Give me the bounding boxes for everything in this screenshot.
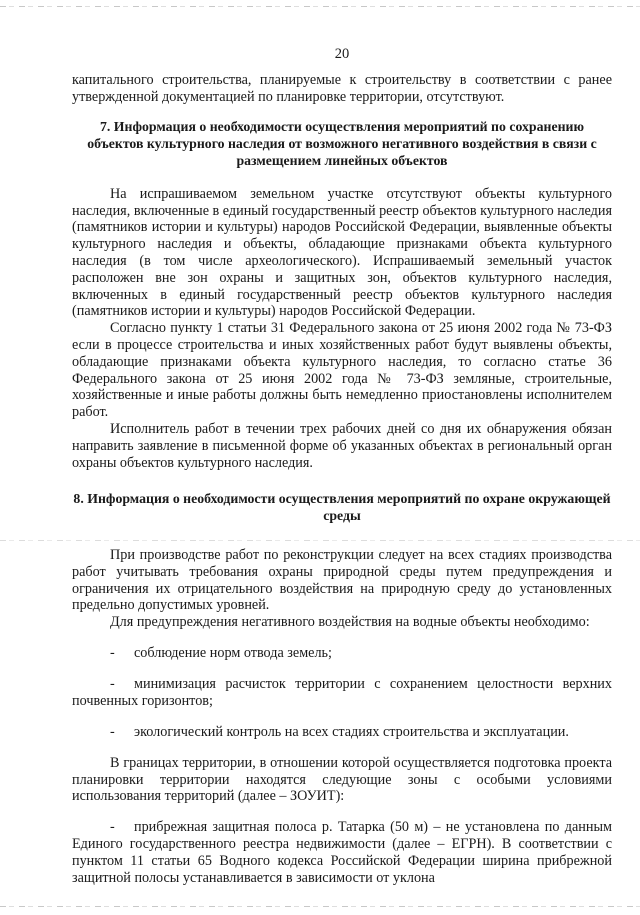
list-item-text: прибрежная защитная полоса р. Татарка (50 м) – не установлена по данным Единого государственного реестра недвижимости (далее – ЕГРН). В соответствии с пунктом 11 статьи 65 Водного кодекса Российской Федерации ширина прибрежной защитной полосы устанавливается в зависимости от уклона	[72, 819, 612, 886]
list-item-text: минимизация расчисток территории с сохранением целостности верхних почвенных горизонтов;	[72, 676, 612, 709]
section-7-paragraph-3: Исполнитель работ в течении трех рабочих дней со дня их обнаружения обязан направить заявление в письменной форме об указанных объектах в региональный орган охраны объектов культурного наследия.	[72, 420, 612, 471]
section-7-heading: 7. Информация о необходимости осуществления мероприятий по сохранению объектов культурного наследия от возможного негативного воздействия в связи с размещением линейных объектов	[87, 119, 597, 168]
paragraph-continuation: капитального строительства, планируемые к строительству в соответствии с ранее утвержденной документацией по планировке территории, отсутствуют.	[72, 71, 612, 105]
scan-artifact-top	[0, 6, 640, 7]
document-page	[72, 46, 612, 901]
list-dash: -	[110, 819, 115, 836]
list-item	[72, 819, 612, 886]
section-8-paragraph-2: Для предупреждения негативного воздействия на водные объекты необходимо:	[110, 614, 590, 631]
page-number: 20	[334, 46, 350, 62]
list-dash: -	[110, 723, 115, 740]
list-item-text: соблюдение норм отвода земель;	[134, 645, 332, 662]
list-item	[72, 645, 612, 662]
section-7-paragraph-2: Согласно пункту 1 статьи 31 Федерального закона от 25 июня 2002 года № 73-ФЗ если в процессе строительства и иных хозяйственных работ будут выявлены объекты, обладающие признаками объекта культурного наследия, то согласно статье 36 Федерального закона от 25 июня 2002 года № 73-ФЗ земляные, строительные, хозяйственные и иные работы должны быть немедленно приостановлены исполнителем работ.	[72, 320, 612, 421]
scan-artifact-bottom	[0, 906, 640, 907]
list-dash: -	[110, 676, 115, 693]
list-dash: -	[110, 645, 115, 662]
section-7-paragraph-1: На испрашиваемом земельном участке отсутствуют объекты культурного наследия, включенные в единый государственный реестр объектов культурного наследия (памятников истории и культуры) народов Российской Федерации, выявленные объекты культурного наследия и объекты, обладающие признаками объекта культурного наследия (в том числе археологического). Испрашиваемый земельный участок расположен вне зон охраны и защитных зон, объектов культурного наследия, включенных в единый государственный реестр объектов культурного наследия (памятников истории и культуры) народов Российской Федерации.	[72, 185, 612, 320]
section-8-paragraph-1: При производстве работ по реконструкции следует на всех стадиях производства работ учитывать требования охраны природной среды путем предупреждения и ограничения их отрицательного воздействия на природную среду до установленных предельно допустимых уровней.	[72, 546, 612, 614]
list-item-text: экологический контроль на всех стадиях строительства и эксплуатации.	[134, 723, 569, 740]
list-item	[72, 676, 612, 710]
section-8-paragraph-3: В границах территории, в отношении которой осуществляется подготовка проекта планировки территории находятся следующие зоны с особыми условиями использования территорий (далее – ЗОУИТ):	[72, 754, 612, 805]
list-item	[72, 724, 612, 741]
section-8-heading: 8. Информация о необходимости осуществления мероприятий по охране окружающей среды	[73, 491, 611, 524]
